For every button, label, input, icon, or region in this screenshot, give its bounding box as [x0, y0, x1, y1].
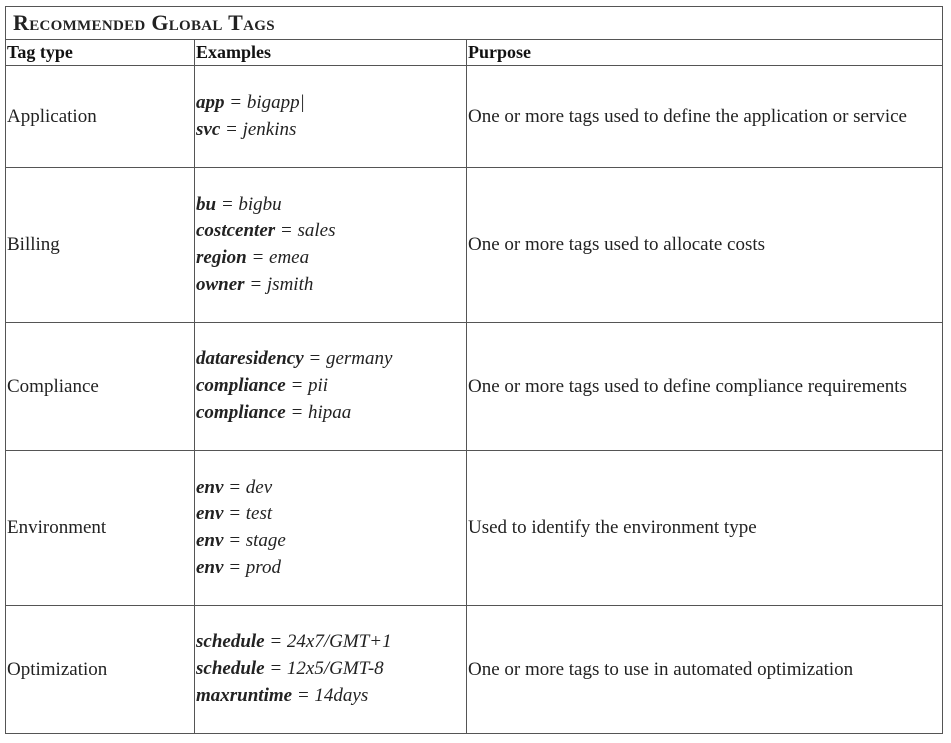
- example-value: = emea: [246, 247, 310, 268]
- example-value: = germany: [303, 348, 393, 370]
- example-key: compliance: [196, 401, 286, 423]
- title-cell: [6, 7, 943, 40]
- header-tag-type: Tag type: [6, 40, 195, 66]
- example-value: = hipaa: [285, 401, 352, 423]
- example-value: = prod: [223, 556, 281, 578]
- example-value: = dev: [223, 476, 273, 498]
- example-line: [196, 475, 465, 502]
- examples-cell: [195, 323, 467, 451]
- purpose-cell: One or more tags used to allocate costs: [467, 168, 943, 323]
- example-value: = 24x7/GMT+1: [264, 631, 392, 653]
- purpose-cell: One or more tags used to define compliance requirements: [467, 323, 943, 451]
- header-row: [6, 40, 943, 66]
- example-value: = bigbu: [216, 193, 282, 215]
- example-key: dataresidency: [196, 348, 304, 370]
- table-title: Recommended Global Tags: [13, 10, 275, 35]
- example-value: = 12x5/GMT-8: [264, 658, 384, 680]
- example-line: [196, 656, 465, 683]
- tag-type-cell: Environment: [6, 451, 195, 606]
- example-line: [196, 272, 465, 299]
- example-line: [196, 501, 465, 528]
- example-key: schedule: [196, 658, 265, 680]
- purpose-cell: Used to identify the environment type: [467, 451, 943, 606]
- example-value: = stage: [223, 530, 286, 551]
- example-key: bu: [196, 193, 217, 215]
- example-key: env: [196, 503, 224, 525]
- example-key: costcenter: [196, 220, 276, 242]
- examples-cell: [195, 168, 467, 323]
- example-key: region: [196, 247, 247, 268]
- tag-type-cell: Compliance: [6, 323, 195, 451]
- example-key: env: [196, 530, 224, 551]
- examples-cell: [195, 606, 467, 734]
- example-line: [196, 117, 465, 144]
- header-examples: Examples: [195, 40, 467, 66]
- example-line: [196, 555, 465, 582]
- example-value: = pii: [285, 375, 329, 397]
- example-value: = 14days: [292, 684, 369, 706]
- example-key: env: [196, 476, 224, 498]
- purpose-cell: One or more tags used to define the application or service: [467, 66, 943, 168]
- example-line: [196, 373, 465, 400]
- example-line: [196, 683, 465, 710]
- example-key: env: [196, 556, 224, 578]
- tag-type-cell: Optimization: [6, 606, 195, 734]
- example-key: compliance: [196, 375, 286, 397]
- example-key: schedule: [196, 631, 265, 653]
- example-value: = test: [223, 503, 273, 525]
- table-row: [6, 168, 943, 323]
- example-value: = sales: [275, 220, 336, 242]
- example-value: = bigapp|: [224, 91, 305, 113]
- table-row: [6, 451, 943, 606]
- example-key: maxruntime: [196, 684, 293, 706]
- purpose-cell: One or more tags to use in automated optimization: [467, 606, 943, 734]
- example-key: app: [196, 91, 225, 113]
- tag-type-cell: Billing: [6, 168, 195, 323]
- example-line: [196, 218, 465, 245]
- example-line: [196, 192, 465, 219]
- example-line: [196, 400, 465, 427]
- example-key: svc: [196, 118, 221, 140]
- examples-cell: [195, 451, 467, 606]
- table-row: [6, 323, 943, 451]
- example-line: [196, 245, 465, 272]
- header-purpose: Purpose: [467, 40, 943, 66]
- example-line: [196, 528, 465, 555]
- example-value: = jenkins: [220, 118, 297, 140]
- examples-cell: [195, 66, 467, 168]
- tag-type-cell: Application: [6, 66, 195, 168]
- table-row: [6, 66, 943, 168]
- title-row: [6, 7, 943, 40]
- example-line: [196, 629, 465, 656]
- example-line: [196, 346, 465, 373]
- example-line: [196, 90, 465, 117]
- tags-table: [5, 6, 943, 734]
- tags-table-container: [5, 6, 942, 734]
- example-key: owner: [196, 273, 245, 295]
- table-row: [6, 606, 943, 734]
- example-value: = jsmith: [244, 273, 314, 295]
